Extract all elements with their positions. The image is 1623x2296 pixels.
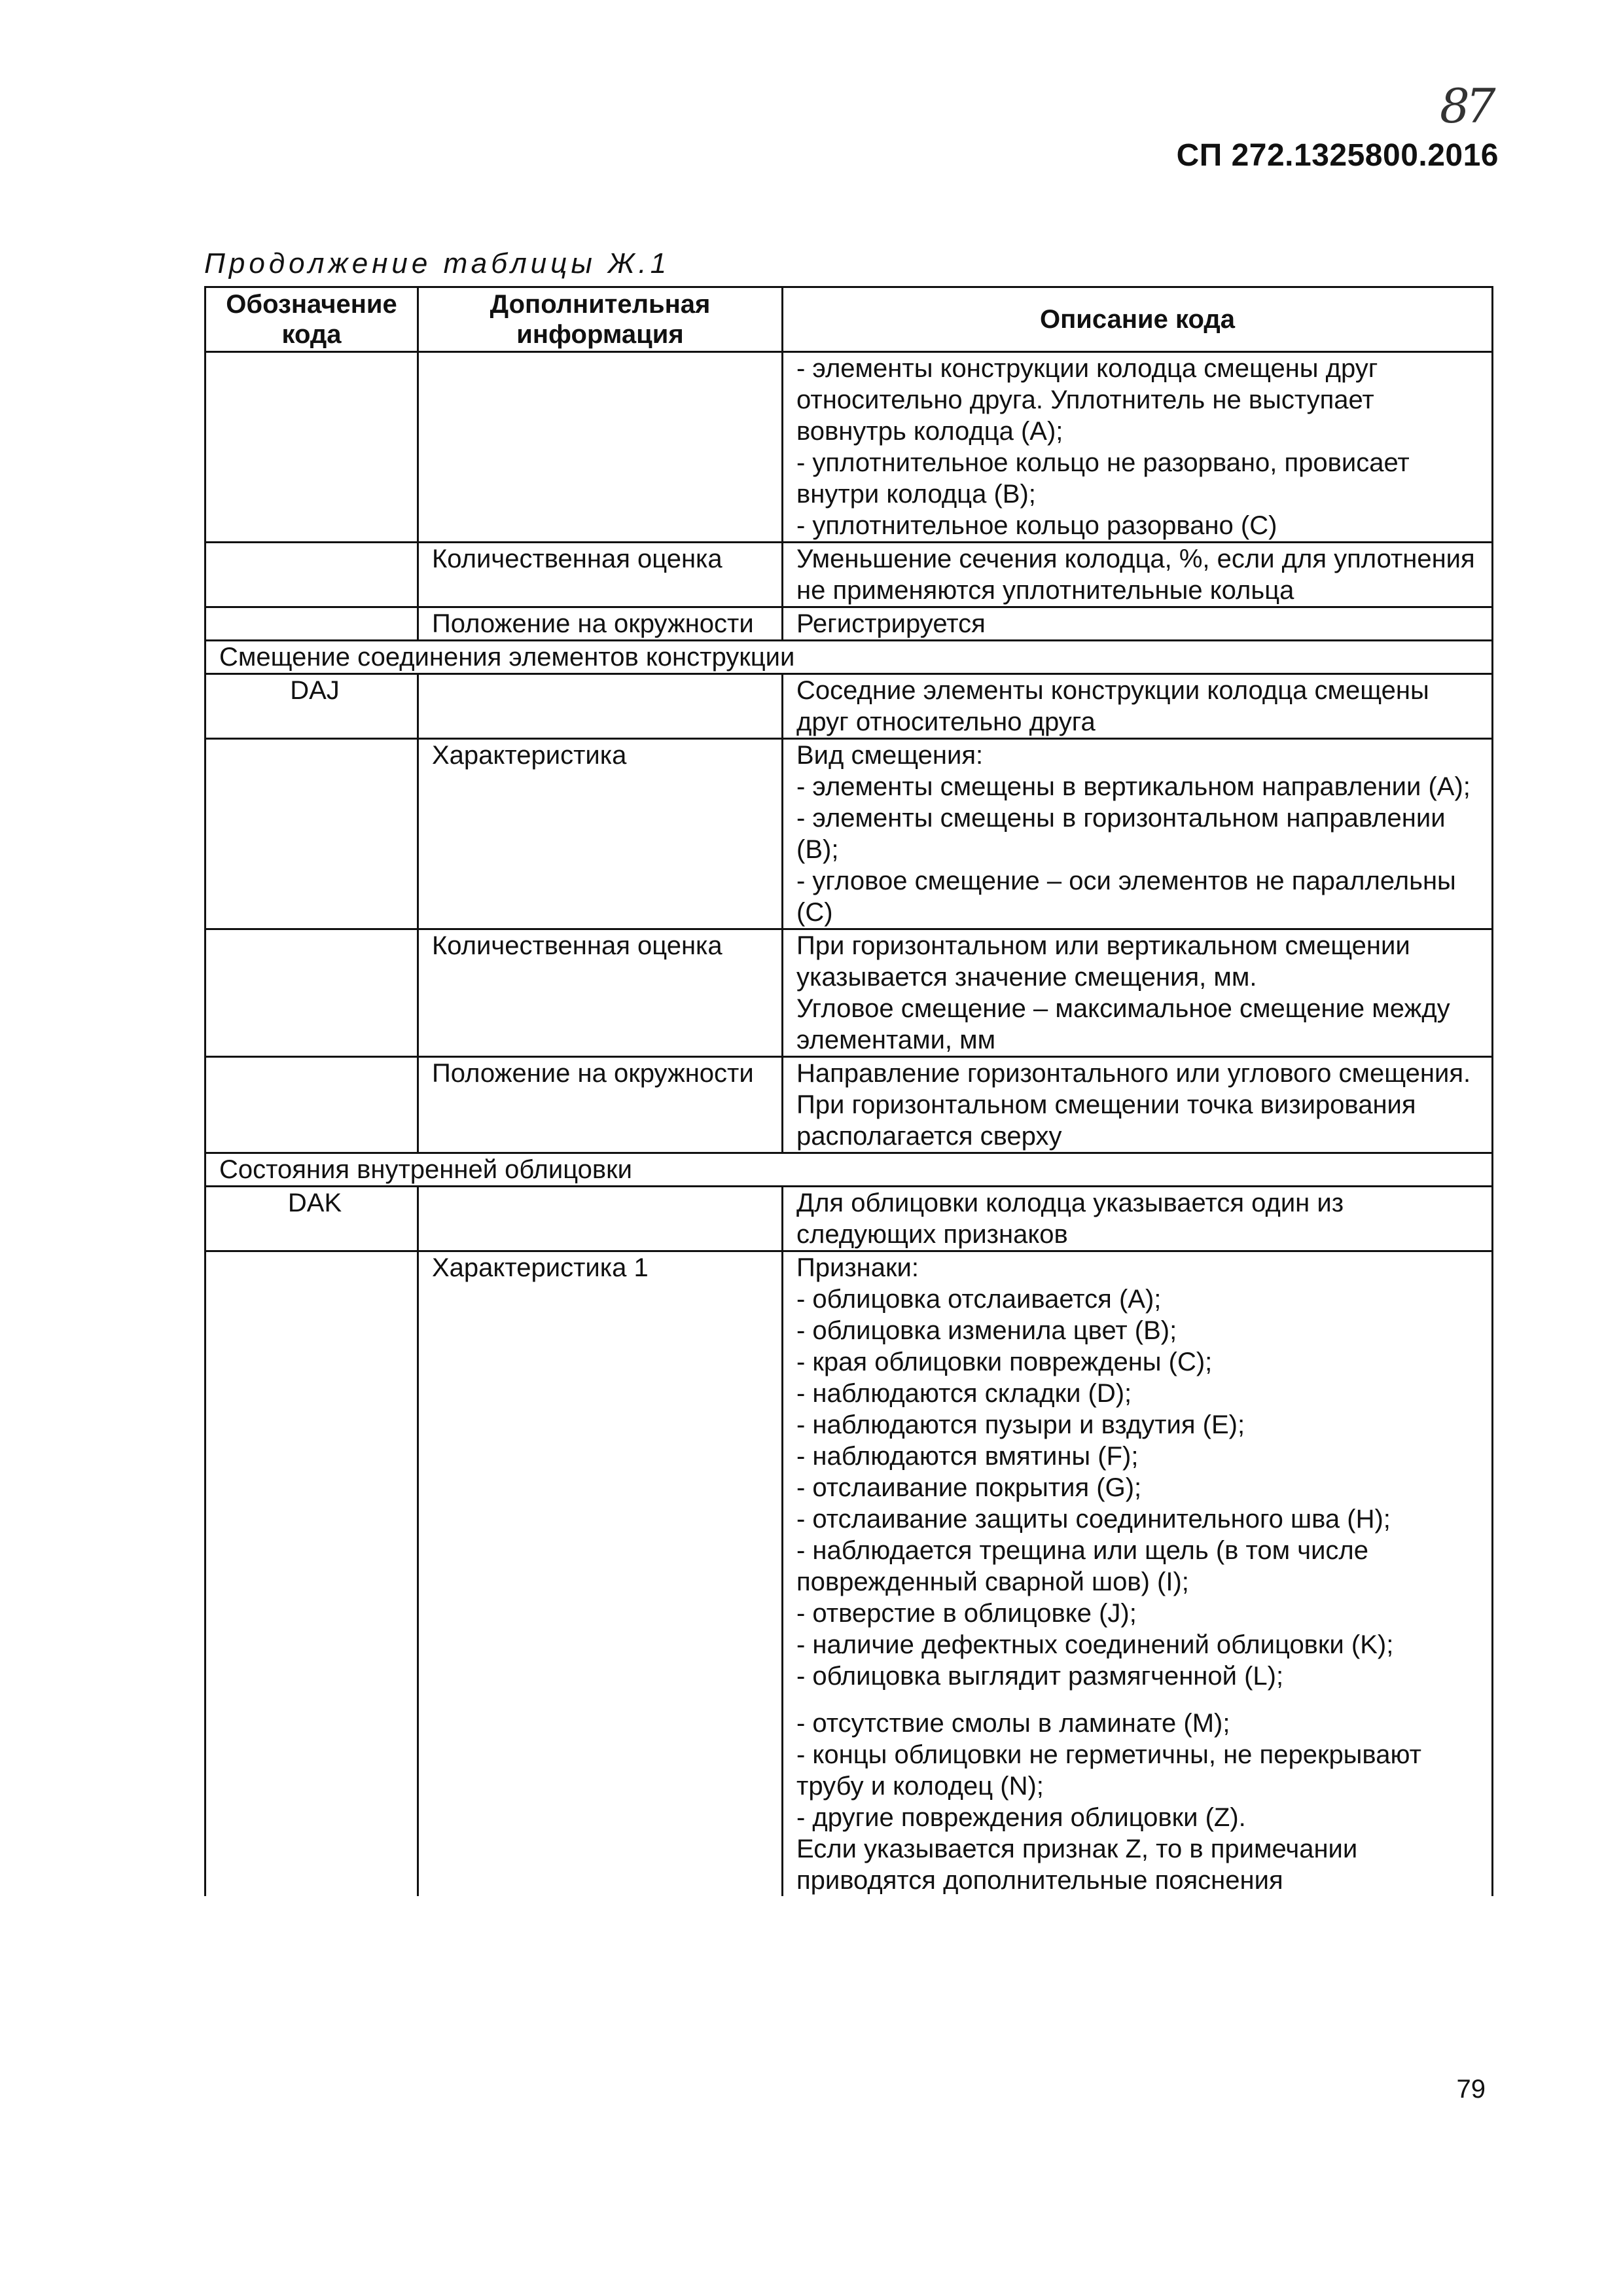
description-line: Для облицовки колодца указывается один из следующих признаков xyxy=(796,1189,1344,1249)
description-line: - другие повреждения облицовки (Z). xyxy=(796,1803,1246,1832)
description-line: Регистрируется xyxy=(796,609,986,638)
info-cell: Характеристика xyxy=(418,739,783,929)
description-line: Соседние элементы конструкции колодца смещены друг относительно друга xyxy=(796,676,1429,736)
table-row xyxy=(205,1153,1493,1187)
code-cell: DAK xyxy=(205,1187,418,1251)
table-row xyxy=(205,641,1493,674)
section-heading: Состояния внутренней облицовки xyxy=(205,1153,1493,1187)
description-line: - уплотнительное кольцо не разорвано, провисает внутри колодца (B); xyxy=(796,448,1410,509)
description-line: Угловое смещение – максимальное смещение между элементами, мм xyxy=(796,994,1450,1054)
info-cell: Положение на окружности xyxy=(418,607,783,641)
code-cell xyxy=(205,607,418,641)
description-cell xyxy=(783,1057,1493,1153)
code-cell xyxy=(205,1251,418,1897)
description-line: Признаки: xyxy=(796,1253,919,1282)
header-code: Обозначение кода xyxy=(205,287,418,352)
description-line: При горизонтальном или вертикальном смещении указывается значение смещения, мм. xyxy=(796,931,1410,992)
description-cell xyxy=(783,607,1493,641)
table-row xyxy=(205,1187,1493,1251)
description-line: - наблюдаются складки (D); xyxy=(796,1379,1132,1408)
description-cell xyxy=(783,674,1493,739)
header-description: Описание кода xyxy=(783,287,1493,352)
table-body xyxy=(205,352,1493,1897)
description-line: Направление горизонтального или углового смещения. xyxy=(796,1059,1471,1088)
section-heading: Смещение соединения элементов конструкции xyxy=(205,641,1493,674)
code-cell xyxy=(205,1057,418,1153)
info-cell: Количественная оценка xyxy=(418,543,783,607)
table-row xyxy=(205,352,1493,543)
table-row xyxy=(205,1057,1493,1153)
table-row xyxy=(205,1251,1493,1897)
description-line: Если указывается признак Z, то в примечании приводятся дополнительные пояснения xyxy=(796,1835,1358,1895)
info-cell: Количественная оценка xyxy=(418,929,783,1057)
description-line: - облицовка отслаивается (A); xyxy=(796,1285,1162,1314)
description-line: - наблюдаются вмятины (F); xyxy=(796,1442,1139,1471)
description-cell xyxy=(783,739,1493,929)
description-line: Уменьшение сечения колодца, %, если для уплотнения не применяются уплотнительные кольца xyxy=(796,545,1475,605)
description-cell xyxy=(783,929,1493,1057)
description-line xyxy=(796,1692,1485,1708)
description-line: - элементы конструкции колодца смещены друг относительно друга. Уплотнитель не выступает вовнутрь колодца (A); xyxy=(796,354,1378,446)
code-cell xyxy=(205,739,418,929)
description-line: - отслаивание покрытия (G); xyxy=(796,1473,1142,1502)
description-line: - края облицовки повреждены (C); xyxy=(796,1348,1213,1376)
page-number: 79 xyxy=(1456,2075,1486,2104)
table-row xyxy=(205,543,1493,607)
table-caption: Продолжение таблицы Ж.1 xyxy=(204,247,671,279)
info-cell xyxy=(418,352,783,543)
description-line: - концы облицовки не герметичны, не перекрывают трубу и колодец (N); xyxy=(796,1740,1421,1801)
description-cell xyxy=(783,1251,1493,1897)
info-cell xyxy=(418,674,783,739)
table-row xyxy=(205,929,1493,1057)
description-line: - элементы смещены в горизонтальном направлении (B); xyxy=(796,804,1446,864)
code-table xyxy=(204,286,1493,1896)
description-cell xyxy=(783,1187,1493,1251)
description-line: Вид смещения: xyxy=(796,741,984,770)
description-cell xyxy=(783,543,1493,607)
info-cell xyxy=(418,1187,783,1251)
table-row xyxy=(205,607,1493,641)
code-cell: DAJ xyxy=(205,674,418,739)
code-cell xyxy=(205,929,418,1057)
description-cell xyxy=(783,352,1493,543)
table-row xyxy=(205,674,1493,739)
description-line: - облицовка выглядит размягченной (L); xyxy=(796,1662,1284,1691)
description-line: - отсутствие смолы в ламинате (M); xyxy=(796,1709,1230,1738)
description-line: - уплотнительное кольцо разорвано (C) xyxy=(796,511,1277,540)
code-cell xyxy=(205,543,418,607)
description-line: - элементы смещены в вертикальном направлении (A); xyxy=(796,772,1471,801)
info-cell: Положение на окружности xyxy=(418,1057,783,1153)
description-line: - облицовка изменила цвет (B); xyxy=(796,1316,1177,1345)
description-line: - наблюдаются пузыри и вздутия (E); xyxy=(796,1410,1245,1439)
description-line: При горизонтальном смещении точка визирования располагается сверху xyxy=(796,1090,1416,1151)
info-cell: Характеристика 1 xyxy=(418,1251,783,1897)
description-line: - отверстие в облицовке (J); xyxy=(796,1599,1137,1628)
description-line: - наблюдается трещина или щель (в том числе поврежденный сварной шов) (I); xyxy=(796,1536,1369,1596)
header-info: Дополнительная информация xyxy=(418,287,783,352)
description-line: - наличие дефектных соединений облицовки (K); xyxy=(796,1630,1394,1659)
description-line: - отслаивание защиты соединительного шва (H); xyxy=(796,1505,1391,1534)
description-line: - угловое смещение – оси элементов не параллельны (C) xyxy=(796,867,1456,927)
table-row xyxy=(205,739,1493,929)
code-cell xyxy=(205,352,418,543)
table-header-row xyxy=(205,287,1493,352)
document-code: СП 272.1325800.2016 xyxy=(1176,138,1499,173)
handwritten-page-number: 87 xyxy=(1440,79,1492,134)
